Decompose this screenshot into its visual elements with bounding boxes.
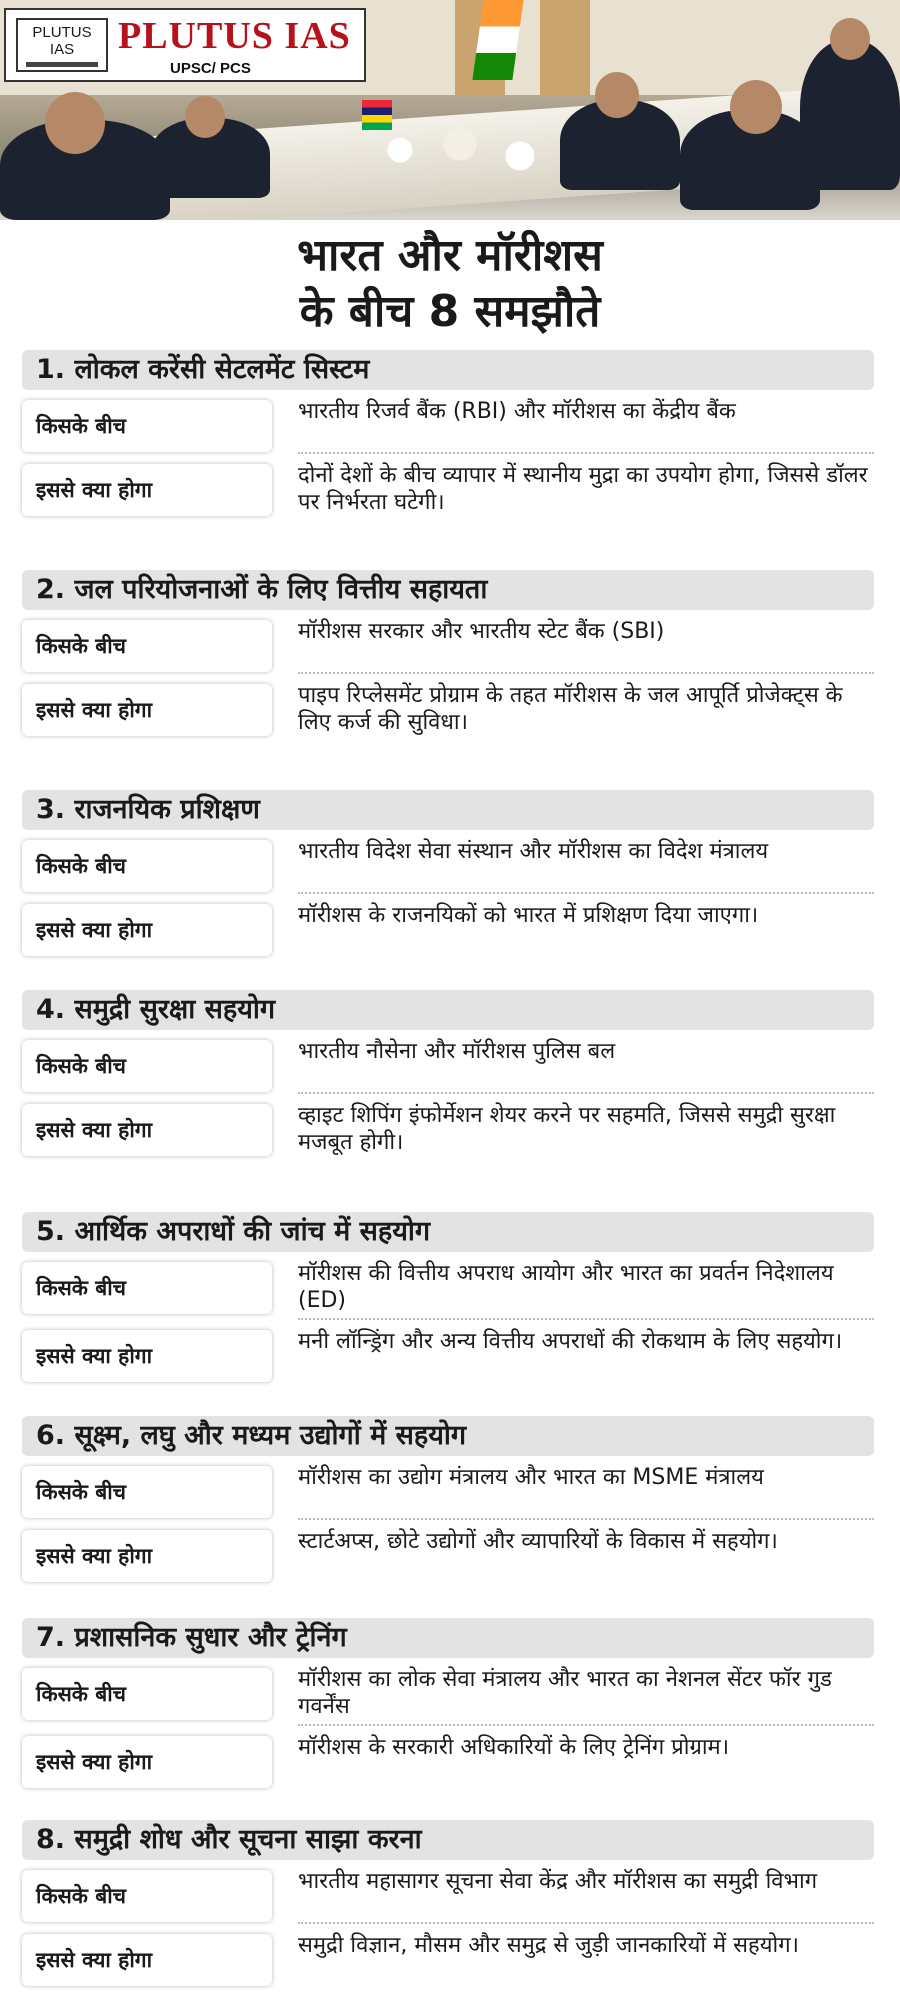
outcome-row (22, 1326, 874, 1382)
outcome-label: इससे क्या होगा (22, 464, 272, 516)
between-row (22, 1258, 874, 1318)
agreement-section-7 (22, 1618, 874, 1788)
outcome-row (22, 900, 874, 956)
row-divider (298, 1922, 874, 1924)
between-row (22, 836, 874, 892)
between-label: किसके बीच (22, 620, 272, 672)
between-text: मॉरीशस सरकार और भारतीय स्टेट बैंक (SBI) (298, 619, 665, 644)
row-divider (298, 672, 874, 674)
agreement-section-2 (22, 570, 874, 740)
between-row (22, 396, 874, 452)
row-divider (298, 1724, 874, 1726)
between-row (22, 1866, 874, 1922)
section-heading: 1. लोकल करेंसी सेटलमेंट सिस्टम (22, 350, 874, 390)
between-label: किसके बीच (22, 1040, 272, 1092)
outcome-text: स्टार्टअप्स, छोटे उद्योगों और व्यापारियों के विकास में सहयोग। (298, 1529, 778, 1554)
between-text: भारतीय रिजर्व बैंक (RBI) और मॉरीशस का केंद्रीय बैंक (298, 399, 736, 424)
row-divider (298, 892, 874, 894)
logo-emblem (16, 18, 108, 72)
agreement-section-6 (22, 1416, 874, 1582)
section-heading: 7. प्रशासनिक सुधार और ट्रेनिंग (22, 1618, 874, 1658)
agreement-section-3 (22, 790, 874, 956)
section-heading: 8. समुद्री शोध और सूचना साझा करना (22, 1820, 874, 1860)
section-heading: 5. आर्थिक अपराधों की जांच में सहयोग (22, 1212, 874, 1252)
outcome-label: इससे क्या होगा (22, 1736, 272, 1788)
between-text: भारतीय महासागर सूचना सेवा केंद्र और मॉरीशस का समुद्री विभाग (298, 1869, 818, 1894)
between-text: मॉरीशस का उद्योग मंत्रालय और भारत का MSME मंत्रालय (298, 1465, 764, 1490)
outcome-row (22, 1526, 874, 1582)
between-label: किसके बीच (22, 840, 272, 892)
title-line-1: भारत और मॉरीशस (297, 230, 603, 281)
agreement-section-1 (22, 350, 874, 520)
brand-logo (4, 8, 366, 82)
between-text: मॉरीशस का लोक सेवा मंत्रालय और भारत का नेशनल सेंटर फॉर गुड गवर्नेंस (298, 1667, 832, 1719)
outcome-row (22, 460, 874, 520)
row-divider (298, 452, 874, 454)
title-line-2: के बीच 8 समझौते (299, 286, 601, 337)
logo-tagline: UPSC/ PCS (170, 60, 251, 77)
between-text: मॉरीशस की वित्तीय अपराध आयोग और भारत का प्रवर्तन निदेशालय (ED) (298, 1261, 834, 1313)
agreement-section-5 (22, 1212, 874, 1382)
outcome-label: इससे क्या होगा (22, 1330, 272, 1382)
section-heading: 4. समुद्री सुरक्षा सहयोग (22, 990, 874, 1030)
between-row (22, 1036, 874, 1092)
outcome-text: व्हाइट शिपिंग इंफोर्मेशन शेयर करने पर सहमति, जिससे समुद्री सुरक्षा मजबूत होगी। (298, 1103, 836, 1155)
between-row (22, 1664, 874, 1724)
outcome-label: इससे क्या होगा (22, 1530, 272, 1582)
logo-brand: PLUTUS IAS (118, 15, 351, 57)
logo-mini-line2: IAS (49, 41, 75, 58)
outcome-text: मनी लॉन्ड्रिंग और अन्य वित्तीय अपराधों की रोकथाम के लिए सहयोग। (298, 1329, 843, 1354)
outcome-label: इससे क्या होगा (22, 1934, 272, 1986)
agreement-section-8 (22, 1820, 874, 1986)
outcome-row (22, 1930, 874, 1986)
between-label: किसके बीच (22, 1466, 272, 1518)
outcome-text: दोनों देशों के बीच व्यापार में स्थानीय मुद्रा का उपयोग होगा, जिससे डॉलर पर निर्भरता घटेगी। (298, 463, 868, 515)
row-divider (298, 1092, 874, 1094)
outcome-text: समुद्री विज्ञान, मौसम और समुद्र से जुड़ी जानकारियों में सहयोग। (298, 1933, 799, 1958)
between-text: भारतीय विदेश सेवा संस्थान और मॉरीशस का विदेश मंत्रालय (298, 839, 769, 864)
outcome-label: इससे क्या होगा (22, 1104, 272, 1156)
outcome-row (22, 1100, 874, 1160)
between-row (22, 616, 874, 672)
outcome-row (22, 1732, 874, 1788)
logo-mini-line1: PLUTUS (32, 24, 92, 41)
between-row (22, 1462, 874, 1518)
agreement-section-4 (22, 990, 874, 1160)
outcome-text: पाइप रिप्लेसमेंट प्रोग्राम के तहत मॉरीशस के जल आपूर्ति प्रोजेक्ट्स के लिए कर्ज की सुविधा। (298, 683, 843, 735)
section-heading: 2. जल परियोजनाओं के लिए वित्तीय सहायता (22, 570, 874, 610)
outcome-label: इससे क्या होगा (22, 684, 272, 736)
outcome-text: मॉरीशस के राजनयिकों को भारत में प्रशिक्षण दिया जाएगा। (298, 903, 759, 928)
outcome-label: इससे क्या होगा (22, 904, 272, 956)
outcome-row (22, 680, 874, 740)
page-title (0, 228, 900, 340)
between-label: किसके बीच (22, 400, 272, 452)
between-label: किसके बीच (22, 1870, 272, 1922)
between-label: किसके बीच (22, 1668, 272, 1720)
row-divider (298, 1318, 874, 1320)
between-text: भारतीय नौसेना और मॉरीशस पुलिस बल (298, 1039, 616, 1064)
outcome-text: मॉरीशस के सरकारी अधिकारियों के लिए ट्रेनिंग प्रोग्राम। (298, 1735, 730, 1760)
row-divider (298, 1518, 874, 1520)
section-heading: 6. सूक्ष्म, लघु और मध्यम उद्योगों में सहयोग (22, 1416, 874, 1456)
between-label: किसके बीच (22, 1262, 272, 1314)
section-heading: 3. राजनयिक प्रशिक्षण (22, 790, 874, 830)
